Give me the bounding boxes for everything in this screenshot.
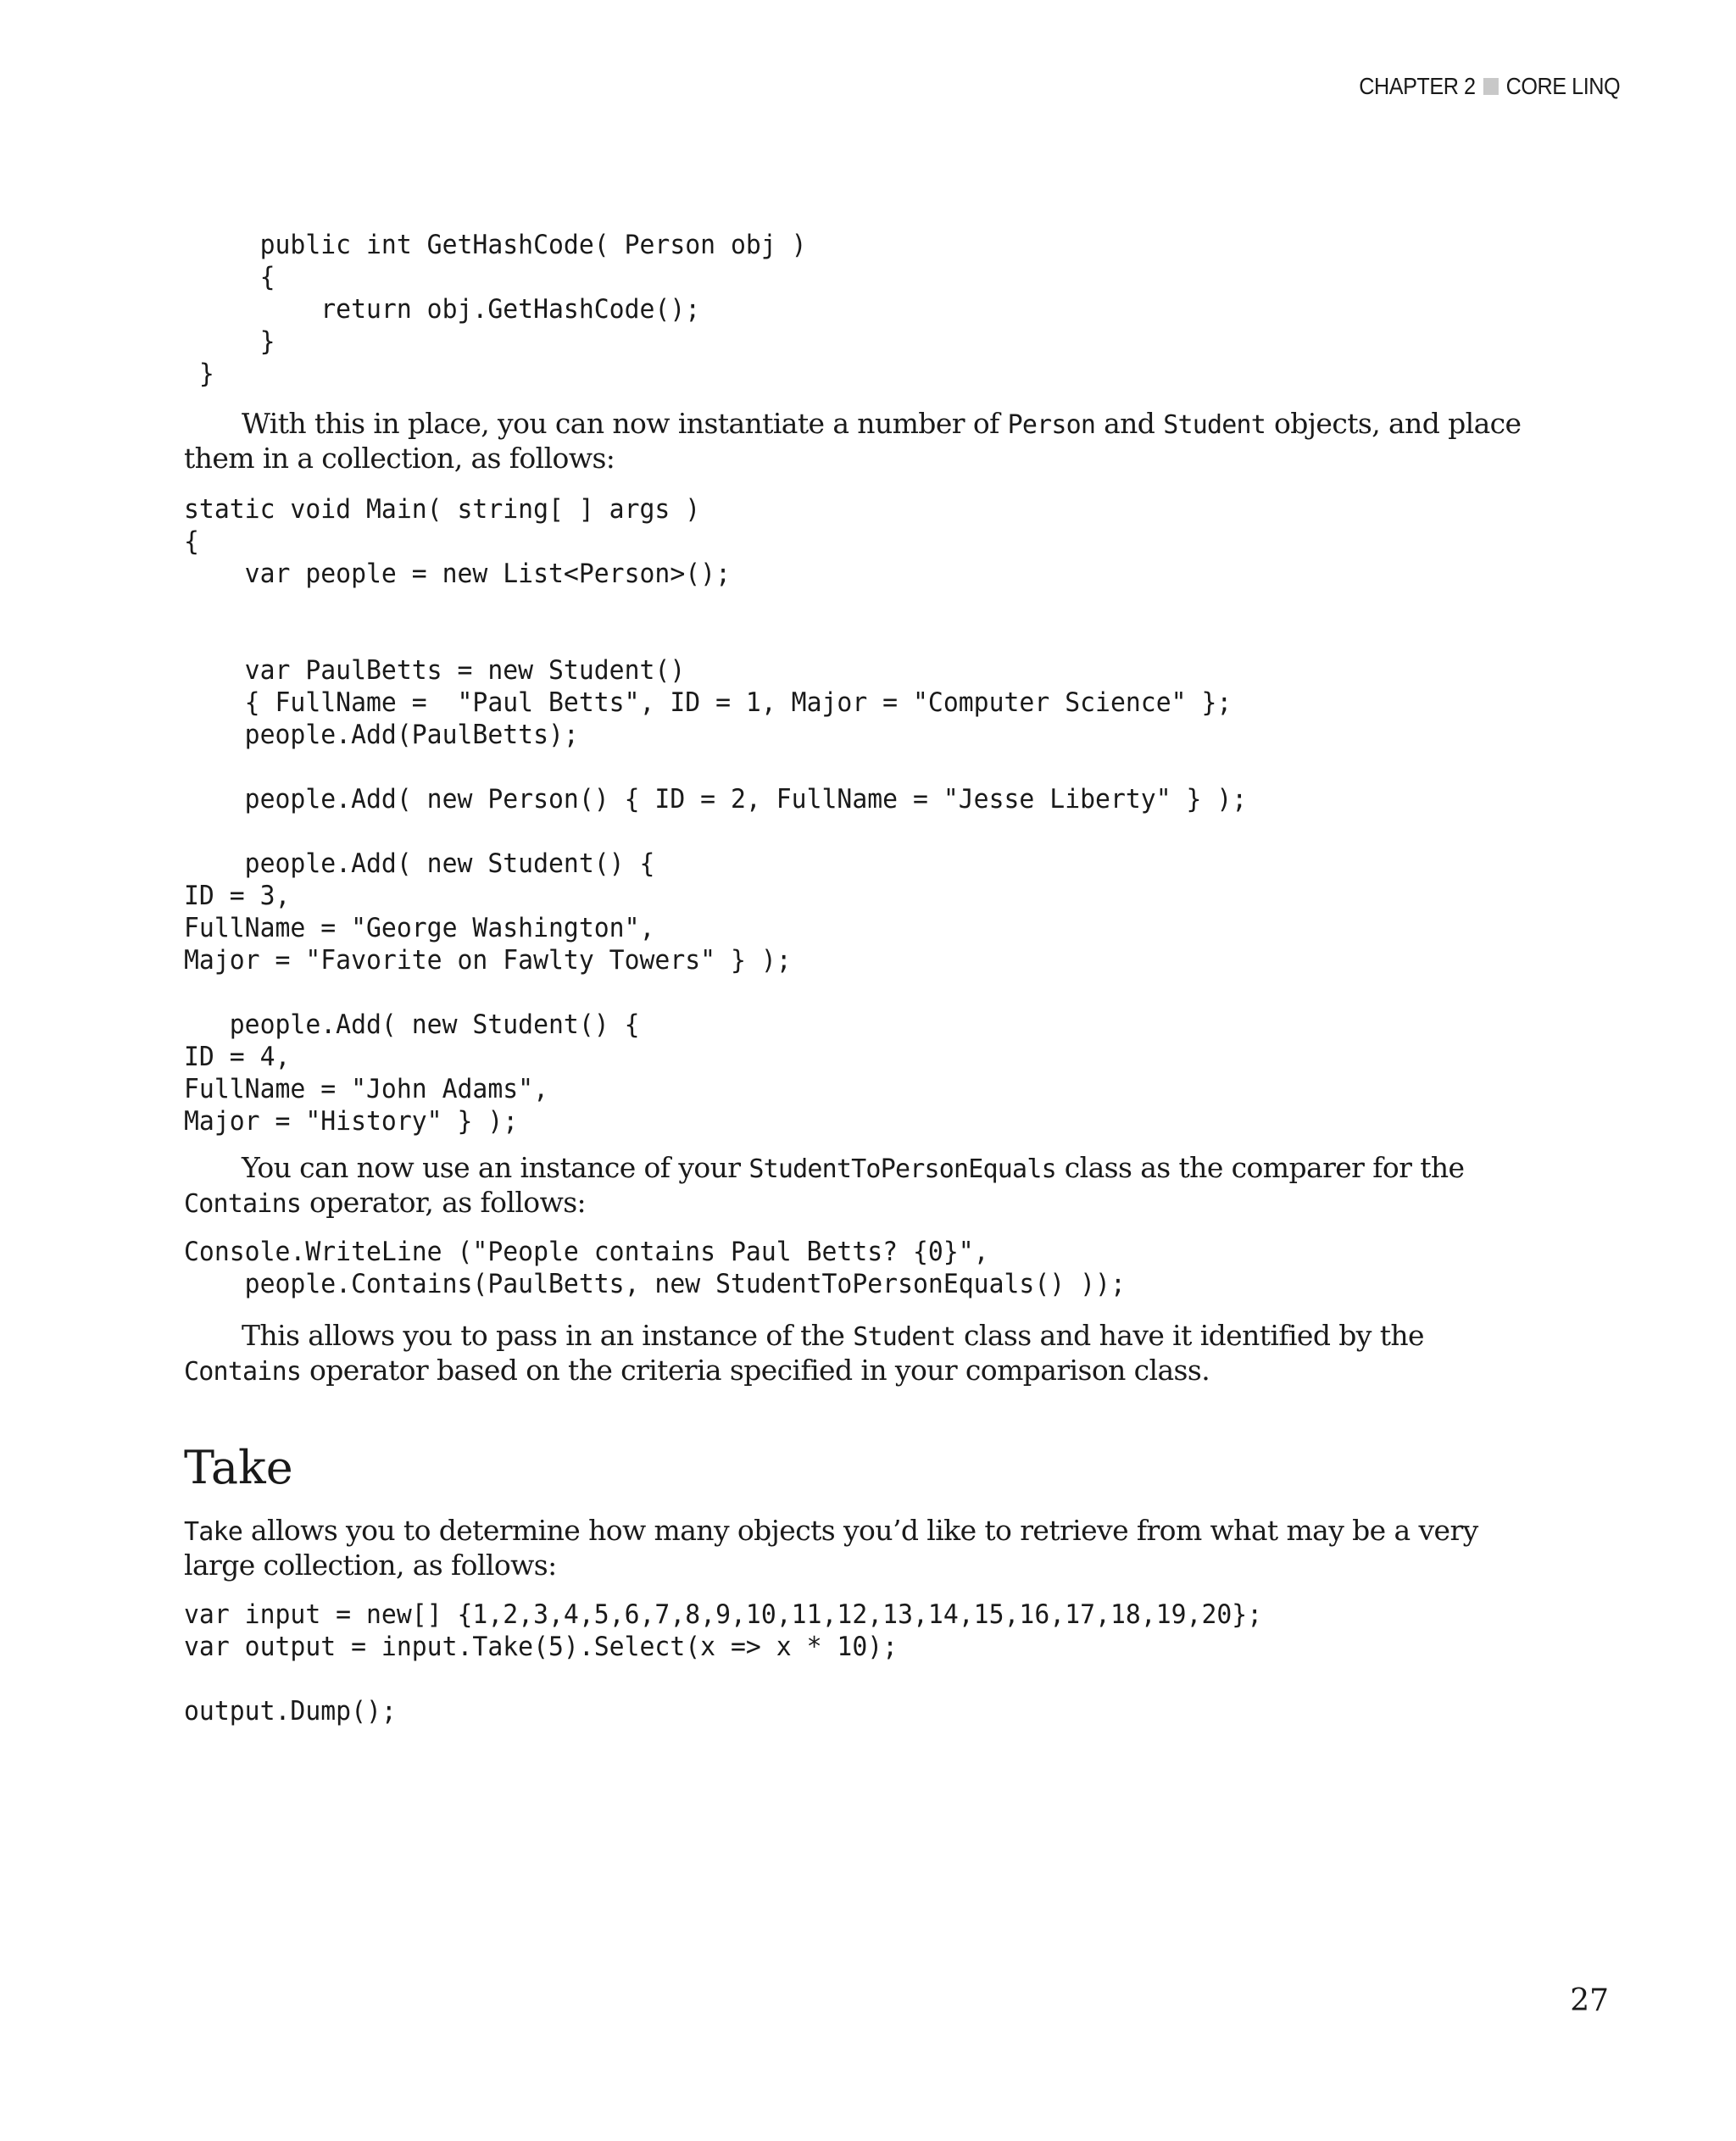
p3-code-contains: Contains [184, 1357, 302, 1387]
p1-code-student: Student [1163, 410, 1266, 440]
code-block-gethashcode: public int GetHashCode( Person obj ) { return obj.GetHashCode(); } } [198, 230, 807, 389]
section-heading-take: Take [184, 1441, 293, 1494]
p3-code-student: Student [853, 1322, 956, 1352]
code-block-take: var input = new[] {1,2,3,4,5,6,7,8,9,10,11,12,13,14,15,16,17,18,19,20}; var output = input.Take(5).Select(x => x * 10); output.Dump(); [184, 1599, 1263, 1727]
p3-text-a: This allows you to pass in an instance of the [242, 1319, 854, 1352]
p2-text-c: operator, as follows: [301, 1186, 587, 1219]
p1-text-a: With this in place, you can now instantiate a number of [242, 407, 1008, 440]
p2-text-b: class as the comparer for the [1055, 1151, 1465, 1184]
header-chapter: CHAPTER 2 [1359, 73, 1476, 99]
p4-text-a: allows you to determine how many objects you’d like to retrieve from what may be a very large collection, as follows: [184, 1514, 1478, 1582]
paragraph-allows [184, 1319, 1540, 1388]
running-header [1359, 73, 1620, 100]
paragraph-take [184, 1514, 1540, 1582]
code-block-main: static void Main( string[ ] args ) { var people = new List<Person>(); var PaulBetts = new Student() { FullName = "Paul Betts", ID = 1, Major = "Computer Science" }; people.Add(PaulBetts); people.Add( new Person() { ID = 2, FullName = "Jesse Liberty" } ); people.Add( new Student() { ID = 3, FullName = "George Washington", Major = "Favorite on Fawlty Towers" } ); people.Add( new Student() { ID = 4, FullName = "John Adams", Major = "History" } ); [184, 494, 1248, 1137]
p2-code-comparer: StudentToPersonEquals [748, 1154, 1056, 1184]
page-number: 27 [1570, 1983, 1609, 2018]
p4-code-take: Take [184, 1517, 243, 1547]
p1-text-c: objects, and place them in a collection, as follows: [184, 407, 1522, 475]
paragraph-comparer [184, 1151, 1540, 1221]
header-separator-square [1483, 78, 1498, 95]
p1-code-person: Person [1007, 410, 1096, 440]
p2-code-contains: Contains [184, 1189, 302, 1219]
paragraph-instantiate [184, 407, 1540, 475]
p1-text-b: and [1095, 407, 1164, 440]
code-block-contains: Console.WriteLine ("People contains Paul Betts? {0}", people.Contains(PaulBetts, new StudentToPersonEquals() )); [184, 1237, 1126, 1299]
header-title: CORE LINQ [1505, 73, 1620, 99]
p3-text-c: operator based on the criteria specified in your comparison class. [301, 1354, 1210, 1387]
p3-text-b: class and have it identified by the [955, 1319, 1424, 1352]
p2-text-a: You can now use an instance of your [242, 1151, 749, 1184]
